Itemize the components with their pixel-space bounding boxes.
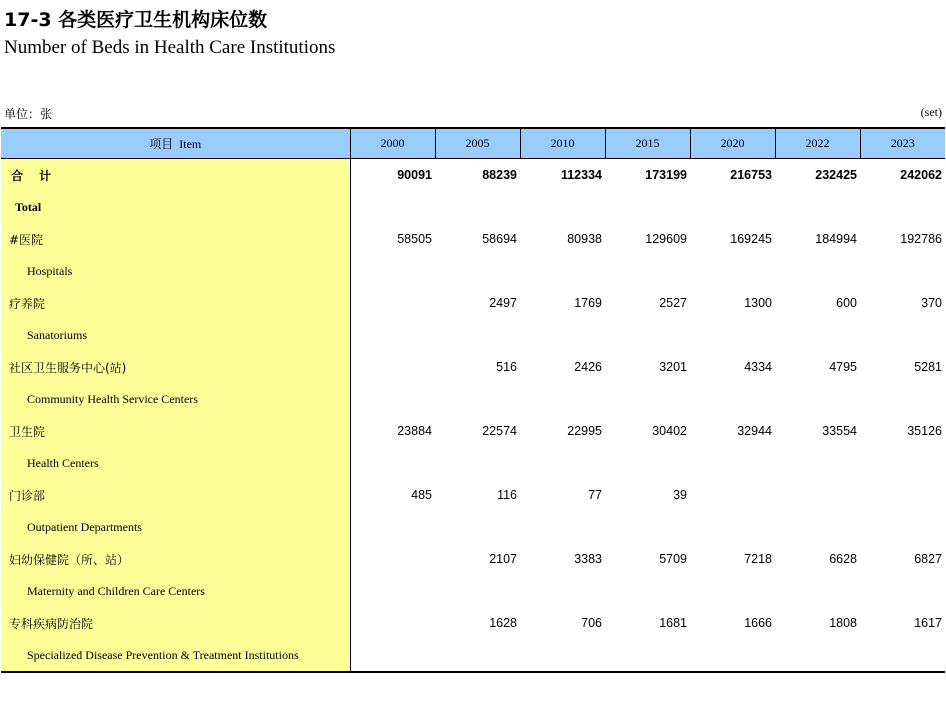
row-label-english: Specialized Disease Prevention & Treatment Institutions <box>1 639 350 672</box>
table-cell-empty <box>860 575 945 607</box>
table-cell-empty <box>690 255 775 287</box>
table-row <box>1 159 945 192</box>
table-cell-empty <box>690 639 775 672</box>
row-label-chinese: 卫生院 <box>1 415 350 447</box>
table-cell-empty <box>605 383 690 415</box>
table-cell-empty <box>690 319 775 351</box>
table-cell-value <box>350 543 435 575</box>
table-cell-empty <box>775 319 860 351</box>
table-row-english <box>1 575 945 607</box>
table-cell-empty <box>775 575 860 607</box>
table-cell-value: 4334 <box>744 360 772 374</box>
table-cell-empty <box>520 383 605 415</box>
table-cell-value: 3201 <box>659 360 687 374</box>
row-label-english: Sanatoriums <box>1 319 350 351</box>
table-cell-value <box>350 287 435 319</box>
table-cell-value: 242062 <box>900 168 942 182</box>
row-label-chinese: 门诊部 <box>1 479 350 511</box>
table-row-english <box>1 511 945 543</box>
table-cell-value <box>350 351 435 383</box>
table-cell-empty <box>775 447 860 479</box>
table-cell-empty <box>350 191 435 223</box>
table-cell-empty <box>520 511 605 543</box>
row-label-chinese: 专科疾病防治院 <box>1 607 350 639</box>
table-cell-value: 485 <box>411 488 432 502</box>
table-cell-empty <box>775 511 860 543</box>
table-cell-value: 116 <box>497 488 517 502</box>
table-cell-empty <box>775 255 860 287</box>
table-cell-value: 1666 <box>744 616 772 630</box>
beds-table <box>1 127 945 673</box>
table-cell-empty <box>435 255 520 287</box>
table-cell-value <box>690 479 775 511</box>
table-cell-empty <box>435 191 520 223</box>
table-cell-value: 1617 <box>914 616 942 630</box>
table-cell-empty <box>605 447 690 479</box>
table-cell-empty <box>520 447 605 479</box>
table-cell-value <box>775 479 860 511</box>
table-body <box>1 159 945 673</box>
table-row <box>1 415 945 447</box>
table-cell-value: 32944 <box>737 424 772 438</box>
table-cell-empty <box>520 319 605 351</box>
table-cell-value: 184994 <box>815 232 857 246</box>
table-row-english <box>1 191 945 223</box>
row-label-english: Outpatient Departments <box>1 511 350 543</box>
table-cell-empty <box>520 639 605 672</box>
table-cell-value: 90091 <box>397 168 432 182</box>
table-row-english <box>1 383 945 415</box>
table-cell-empty <box>350 511 435 543</box>
column-header-year: 2023 <box>860 128 945 159</box>
table-cell-value: 1628 <box>489 616 517 630</box>
table-cell-empty <box>860 383 945 415</box>
row-label-english: Hospitals <box>1 255 350 287</box>
column-header-year: 2010 <box>520 128 605 159</box>
table-cell-value: 23884 <box>397 424 432 438</box>
table-cell-value: 1300 <box>744 296 772 310</box>
table-cell-value: 2497 <box>489 296 517 310</box>
unit-label-chinese: 单位：张 <box>4 107 53 121</box>
item-header-english: Item <box>179 137 202 151</box>
table-cell-empty <box>350 255 435 287</box>
table-cell-empty <box>435 319 520 351</box>
table-cell-empty <box>520 255 605 287</box>
table-cell-value: 2527 <box>659 296 687 310</box>
column-header-year: 2005 <box>435 128 520 159</box>
row-label-chinese: 疗养院 <box>1 287 350 319</box>
table-cell-value: 5709 <box>659 552 687 566</box>
item-header-chinese: 项目 <box>149 137 174 151</box>
table-cell-empty <box>605 639 690 672</box>
table-row <box>1 351 945 383</box>
page-title-english: Number of Beds in Health Care Institutions <box>4 37 336 58</box>
table-cell-value: 1769 <box>574 296 602 310</box>
table-cell-empty <box>860 639 945 672</box>
table-cell-value: 80938 <box>567 232 602 246</box>
table-cell-value: 58694 <box>482 232 517 246</box>
table-row-english <box>1 255 945 287</box>
table-row <box>1 223 945 255</box>
table-cell-empty <box>350 383 435 415</box>
table-cell-value: 5281 <box>914 360 942 374</box>
table-cell-empty <box>520 191 605 223</box>
table-cell-value: 2426 <box>574 360 602 374</box>
table-cell-value <box>350 607 435 639</box>
table-cell-empty <box>860 447 945 479</box>
table-cell-empty <box>860 319 945 351</box>
row-label-english: Total <box>1 191 350 223</box>
table-cell-empty <box>350 319 435 351</box>
table-cell-empty <box>775 191 860 223</box>
table-cell-value: 3383 <box>574 552 602 566</box>
table-cell-empty <box>605 511 690 543</box>
table-cell-value: 77 <box>588 488 602 502</box>
row-label-chinese: 妇幼保健院（所、站） <box>1 543 350 575</box>
row-label-chinese: 合 计 <box>1 159 350 192</box>
table-cell-value: 58505 <box>397 232 432 246</box>
table-cell-value: 600 <box>836 296 857 310</box>
row-label-chinese: #医院 <box>1 223 350 255</box>
table-row <box>1 479 945 511</box>
table-cell-value: 1681 <box>659 616 687 630</box>
column-header-year: 2000 <box>350 128 435 159</box>
table-cell-value: 169245 <box>730 232 772 246</box>
table-cell-value: 216753 <box>730 168 772 182</box>
table-cell-empty <box>435 447 520 479</box>
table-cell-empty <box>350 639 435 672</box>
table-cell-empty <box>690 575 775 607</box>
table-row-english <box>1 319 945 351</box>
table-cell-value: 7218 <box>744 552 772 566</box>
table-cell-empty <box>690 383 775 415</box>
table-cell-empty <box>350 575 435 607</box>
row-label-english: Community Health Service Centers <box>1 383 350 415</box>
table-cell-empty <box>690 511 775 543</box>
table-cell-value: 6628 <box>829 552 857 566</box>
table-cell-empty <box>350 447 435 479</box>
table-cell-value: 232425 <box>815 168 857 182</box>
column-header-year: 2015 <box>605 128 690 159</box>
column-header-year: 2022 <box>775 128 860 159</box>
table-cell-empty <box>605 255 690 287</box>
table-cell-value: 370 <box>921 296 942 310</box>
table-cell-empty <box>860 191 945 223</box>
table-cell-empty <box>605 575 690 607</box>
table-cell-empty <box>605 319 690 351</box>
table-row-english <box>1 639 945 672</box>
table-cell-empty <box>605 191 690 223</box>
table-cell-value: 22995 <box>567 424 602 438</box>
page-title-chinese: 17-3 各类医疗卫生机构床位数 <box>4 9 268 31</box>
table-cell-value: 6827 <box>914 552 942 566</box>
table-cell-empty <box>775 383 860 415</box>
row-label-chinese: 社区卫生服务中心(站) <box>1 351 350 383</box>
unit-label-english: (set) <box>920 105 942 119</box>
table-cell-empty <box>860 511 945 543</box>
table-cell-value: 88239 <box>482 168 517 182</box>
table-cell-value: 173199 <box>645 168 687 182</box>
column-header-item <box>1 128 350 159</box>
table-row <box>1 287 945 319</box>
table-cell-value: 35126 <box>907 424 942 438</box>
table-cell-empty <box>435 383 520 415</box>
table-cell-value: 1808 <box>829 616 857 630</box>
table-cell-value: 30402 <box>652 424 687 438</box>
table-cell-empty <box>435 639 520 672</box>
table-row-english <box>1 447 945 479</box>
table-cell-empty <box>690 447 775 479</box>
table-cell-empty <box>520 575 605 607</box>
row-label-english: Health Centers <box>1 447 350 479</box>
table-cell-value: 706 <box>581 616 602 630</box>
table-cell-value: 2107 <box>489 552 517 566</box>
table-cell-value: 516 <box>496 360 517 374</box>
table-cell-value: 39 <box>673 488 687 502</box>
row-label-english: Maternity and Children Care Centers <box>1 575 350 607</box>
table-cell-empty <box>435 575 520 607</box>
column-header-year: 2020 <box>690 128 775 159</box>
table-cell-empty <box>435 511 520 543</box>
table-cell-value: 192786 <box>900 232 942 246</box>
table-cell-value: 129609 <box>645 232 687 246</box>
table-cell-value: 22574 <box>482 424 517 438</box>
table-cell-empty <box>690 191 775 223</box>
table-cell-value: 4795 <box>829 360 857 374</box>
table-row <box>1 607 945 639</box>
table-cell-value: 33554 <box>822 424 857 438</box>
header-row <box>1 128 945 159</box>
table-cell-value <box>860 479 945 511</box>
table-cell-empty <box>775 639 860 672</box>
table-cell-empty <box>860 255 945 287</box>
table-row <box>1 543 945 575</box>
table-cell-value: 112334 <box>560 168 602 182</box>
